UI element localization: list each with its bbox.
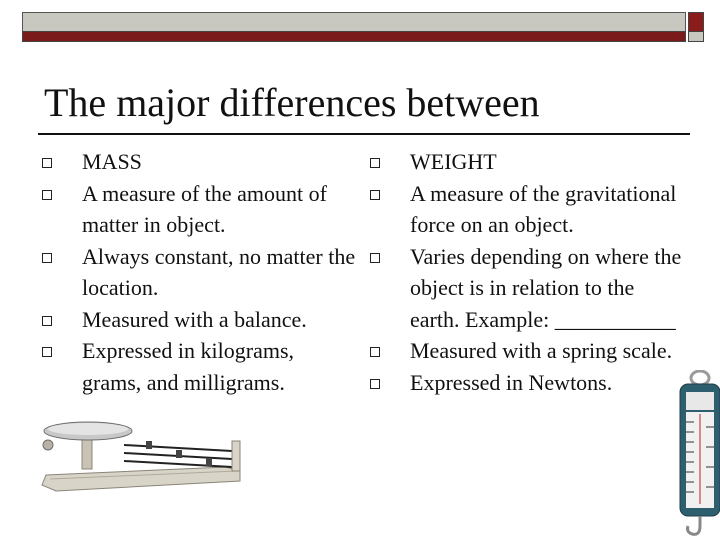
square-bullet-icon: [42, 190, 52, 200]
triple-beam-balance-image: [26, 405, 256, 495]
weight-item: A measure of the gravitational force on an object.: [366, 178, 682, 241]
square-bullet-icon: [370, 347, 380, 357]
top-bar-gray-stripe: [22, 12, 686, 32]
mass-item: MASS: [38, 146, 358, 178]
mass-item: A measure of the amount of matter in object.: [38, 178, 358, 241]
weight-item: WEIGHT: [366, 146, 682, 178]
square-bullet-icon: [370, 253, 380, 263]
weight-list: [366, 146, 682, 398]
mass-item: Measured with a balance.: [38, 304, 358, 336]
title-underline: [38, 133, 690, 135]
square-bullet-icon: [370, 158, 380, 168]
square-bullet-icon: [370, 190, 380, 200]
weight-item: Varies depending on where the object is in relation to the earth. Example: ___________: [366, 241, 682, 336]
mass-item: Always constant, no matter the location.: [38, 241, 358, 304]
decorative-top-bar: [0, 0, 720, 48]
weight-item: Measured with a spring scale.: [366, 335, 682, 367]
square-bullet-icon: [42, 253, 52, 263]
top-bar-square-maroon: [688, 12, 704, 32]
square-bullet-icon: [370, 379, 380, 389]
square-bullet-icon: [42, 158, 52, 168]
mass-item: Expressed in kilograms, grams, and milligrams.: [38, 335, 358, 398]
top-bar-maroon-stripe: [22, 31, 686, 42]
weight-item: Expressed in Newtons.: [366, 367, 682, 399]
square-bullet-icon: [42, 316, 52, 326]
top-bar-square-gray: [688, 31, 704, 42]
spring-scale-image: [672, 370, 720, 540]
mass-list: [38, 146, 358, 398]
slide-title: The major differences between: [44, 80, 540, 125]
square-bullet-icon: [42, 347, 52, 357]
